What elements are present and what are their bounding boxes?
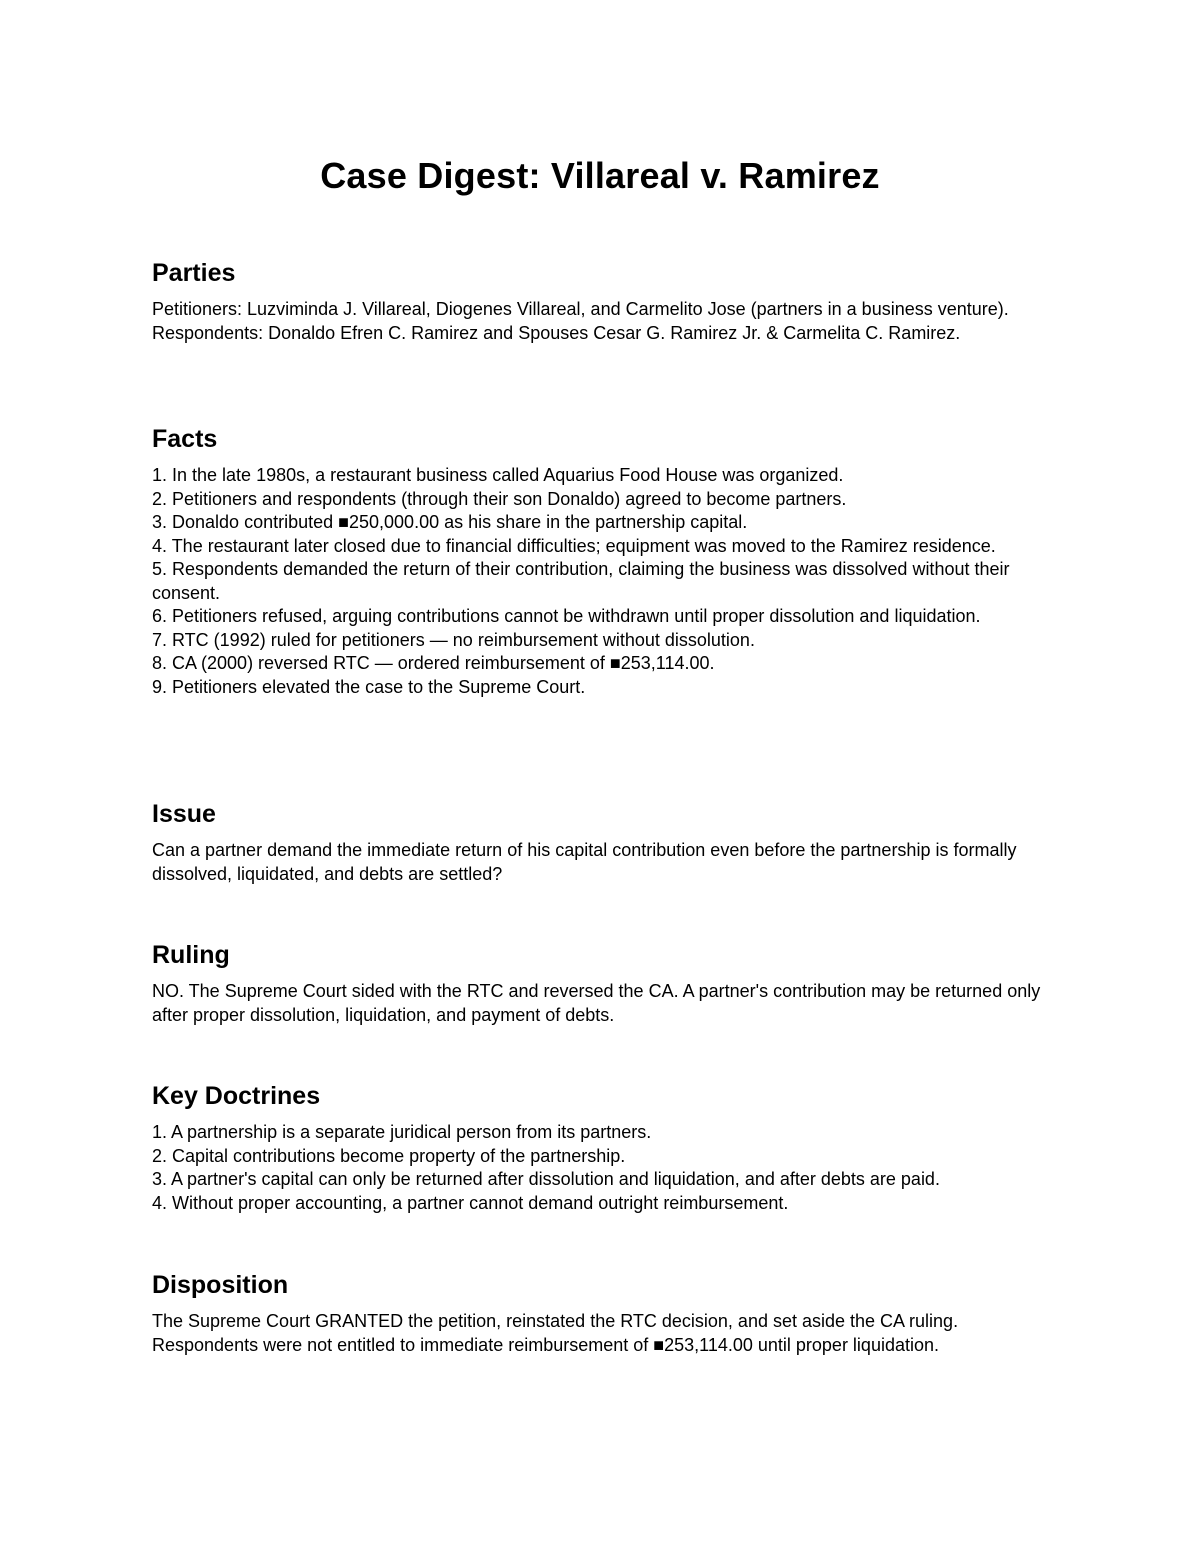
parties-heading: Parties bbox=[152, 259, 236, 287]
fact-item: 9. Petitioners elevated the case to the Supreme Court. bbox=[152, 676, 586, 697]
doctrine-item: 2. Capital contributions become property of the partnership. bbox=[152, 1145, 626, 1166]
facts-section bbox=[152, 422, 1052, 699]
page-title: Case Digest: Villareal v. Ramirez bbox=[320, 155, 880, 196]
parties-section bbox=[152, 256, 1052, 345]
disposition-section bbox=[152, 1268, 1052, 1357]
facts-list bbox=[152, 464, 1052, 699]
facts-heading: Facts bbox=[152, 425, 218, 453]
doctrine-item: 3. A partner's capital can only be returned after dissolution and liquidation, and after debts are paid. bbox=[152, 1169, 940, 1189]
key-doctrines-section bbox=[152, 1079, 1052, 1215]
key-doctrines-list bbox=[152, 1121, 1052, 1215]
doctrine-item: 1. A partnership is a separate juridical person from its partners. bbox=[152, 1122, 652, 1142]
ruling-section bbox=[152, 938, 1052, 1027]
issue-section bbox=[152, 797, 1052, 886]
fact-item: 4. The restaurant later closed due to financial difficulties; equipment was moved to the Ramirez residence. bbox=[152, 535, 996, 556]
petitioners-line: Petitioners: Luzviminda J. Villareal, Diogenes Villareal, and Carmelito Jose (partners in a business venture). bbox=[152, 299, 1009, 319]
fact-item: 6. Petitioners refused, arguing contributions cannot be withdrawn until proper dissolution and liquidation. bbox=[152, 606, 981, 626]
issue-text: Can a partner demand the immediate return of his capital contribution even before the partnership is formally dissolved, liquidated, and debts are settled? bbox=[152, 840, 1017, 884]
doctrine-item: 4. Without proper accounting, a partner cannot demand outright reimbursement. bbox=[152, 1192, 789, 1213]
disposition-text: The Supreme Court GRANTED the petition, reinstated the RTC decision, and set aside the CA ruling. Respondents were not entitled to immediate reimbursement of ■253,114.00 until proper liquidation. bbox=[152, 1311, 959, 1355]
key-doctrines-heading: Key Doctrines bbox=[152, 1082, 321, 1110]
ruling-text: NO. The Supreme Court sided with the RTC and reversed the CA. A partner's contribution may be returned only after proper dissolution, liquidation, and payment of debts. bbox=[152, 981, 1041, 1025]
fact-item: 1. In the late 1980s, a restaurant business called Aquarius Food House was organized. bbox=[152, 465, 844, 485]
ruling-heading: Ruling bbox=[152, 941, 230, 969]
fact-item: 2. Petitioners and respondents (through their son Donaldo) agreed to become partners. bbox=[152, 488, 847, 509]
issue-heading: Issue bbox=[152, 800, 216, 828]
fact-item: 8. CA (2000) reversed RTC — ordered reimbursement of ■253,114.00. bbox=[152, 653, 715, 673]
fact-item: 5. Respondents demanded the return of their contribution, claiming the business was dissolved without their consent. bbox=[152, 559, 1010, 603]
fact-item: 3. Donaldo contributed ■250,000.00 as his share in the partnership capital. bbox=[152, 512, 748, 532]
disposition-heading: Disposition bbox=[152, 1271, 289, 1299]
parties-text bbox=[152, 298, 1052, 345]
fact-item: 7. RTC (1992) ruled for petitioners — no reimbursement without dissolution. bbox=[152, 629, 755, 650]
respondents-line: Respondents: Donaldo Efren C. Ramirez and Spouses Cesar G. Ramirez Jr. & Carmelita C. Ramirez. bbox=[152, 322, 961, 343]
